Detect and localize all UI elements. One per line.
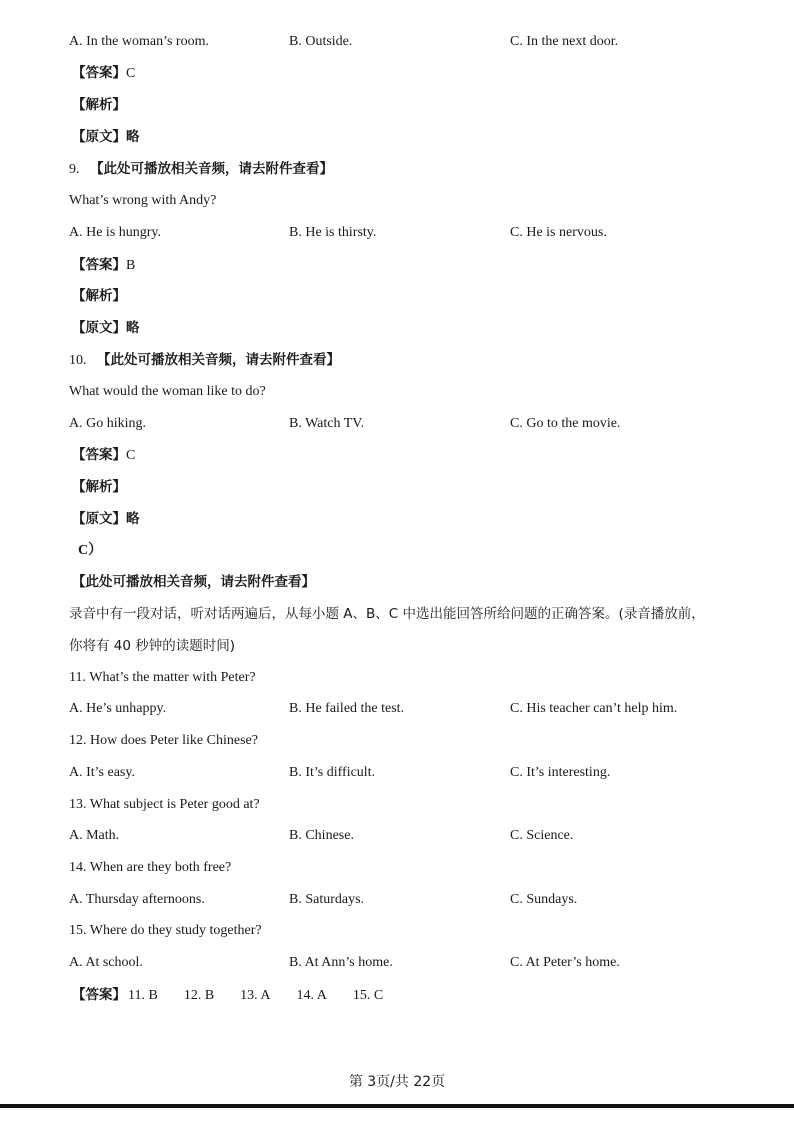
q9-number: 9. (69, 162, 80, 177)
q10-audio-note: 【此处可播放相关音频，请去附件查看】 (97, 352, 340, 368)
q8-option-a: A. In the woman’s room. (69, 34, 209, 49)
q8-original (72, 128, 140, 147)
q9-analysis-label: 【解析】 (72, 288, 126, 304)
original-value: 略 (126, 129, 140, 145)
q10-heading (69, 351, 340, 370)
q10-original (72, 510, 140, 529)
q9-audio-note: 【此处可播放相关音频，请去附件查看】 (90, 161, 333, 177)
q15-question: 15. Where do they study together? (69, 923, 262, 938)
q11-option-a: A. He’s unhappy. (69, 701, 167, 716)
q8-answer (72, 64, 135, 83)
answer-item: 13. A (240, 988, 271, 1003)
q14-option-a: A. Thursday afternoons. (69, 892, 205, 907)
q12-question: 12. How does Peter like Chinese? (69, 733, 258, 748)
answer-item: 15. C (352, 988, 384, 1003)
section-c-instruction-line2: 你将有 40 秒钟的读题时间) (69, 638, 236, 654)
q10-answer (72, 446, 135, 465)
q15-option-b: B. At Ann’s home. (289, 955, 393, 970)
q14-option-c: C. Sundays. (510, 892, 578, 907)
q12-option-b: B. It’s difficult. (289, 765, 376, 780)
q12-option-a: A. It’s easy. (69, 765, 135, 780)
q9-answer (72, 256, 135, 275)
q14-option-b: B. Saturdays. (289, 892, 365, 907)
answer-label: 【答案】 (72, 65, 126, 81)
q13-question: 13. What subject is Peter good at? (69, 797, 260, 812)
bottom-divider (0, 1104, 794, 1108)
q10-option-a: A. Go hiking. (69, 416, 146, 431)
section-c-instruction-line1: 录音中有一段对话，听对话两遍后，从每小题 A、B、C 中选出能回答所给问题的正确答案。(录音播放前， (69, 606, 705, 622)
q11-option-b: B. He failed the test. (289, 701, 405, 716)
q14-question: 14. When are they both free? (69, 860, 232, 875)
q9-question: What’s wrong with Andy? (69, 193, 217, 208)
final-answers (72, 986, 409, 1005)
answer-value: C (126, 448, 136, 463)
answer-item: 11. B (128, 988, 158, 1003)
answer-value: B (126, 258, 136, 273)
q10-option-b: B. Watch TV. (289, 416, 365, 431)
original-value: 略 (126, 511, 140, 527)
q13-option-a: A. Math. (69, 828, 120, 843)
q9-original (72, 319, 140, 338)
q8-analysis-label: 【解析】 (72, 97, 126, 113)
answer-value: C (126, 66, 136, 81)
page-number: 第 3页/共 22页 (348, 1074, 446, 1090)
q9-heading (69, 160, 333, 179)
q11-option-c: C. His teacher can’t help him. (510, 701, 678, 716)
section-c-audio-note: 【此处可播放相关音频，请去附件查看】 (72, 574, 315, 590)
q8-option-c: C. In the next door. (510, 34, 619, 49)
original-label: 【原文】 (72, 320, 126, 336)
original-label: 【原文】 (72, 511, 126, 527)
answer-label: 【答案】 (72, 447, 126, 463)
q9-option-a: A. He is hungry. (69, 225, 162, 240)
q9-option-c: C. He is nervous. (510, 225, 607, 240)
answer-item: 12. B (183, 988, 215, 1003)
answer-item: 14. A (296, 988, 327, 1003)
q10-option-c: C. Go to the movie. (510, 416, 621, 431)
q8-option-b: B. Outside. (289, 34, 353, 49)
q10-analysis-label: 【解析】 (72, 479, 126, 495)
answer-label: 【答案】 (72, 987, 126, 1003)
q10-number: 10. (69, 353, 87, 368)
original-label: 【原文】 (72, 129, 126, 145)
q10-question: What would the woman like to do? (69, 384, 266, 399)
q13-option-b: B. Chinese. (289, 828, 354, 843)
q15-option-c: C. At Peter’s home. (510, 955, 620, 970)
q13-option-c: C. Science. (510, 828, 574, 843)
q9-option-b: B. He is thirsty. (289, 225, 377, 240)
q15-option-a: A. At school. (69, 955, 143, 970)
answer-label: 【答案】 (72, 257, 126, 273)
q12-option-c: C. It’s interesting. (510, 765, 611, 780)
section-c-heading: C） (78, 543, 103, 558)
q11-question: 11. What’s the matter with Peter? (69, 670, 256, 685)
original-value: 略 (126, 320, 140, 336)
